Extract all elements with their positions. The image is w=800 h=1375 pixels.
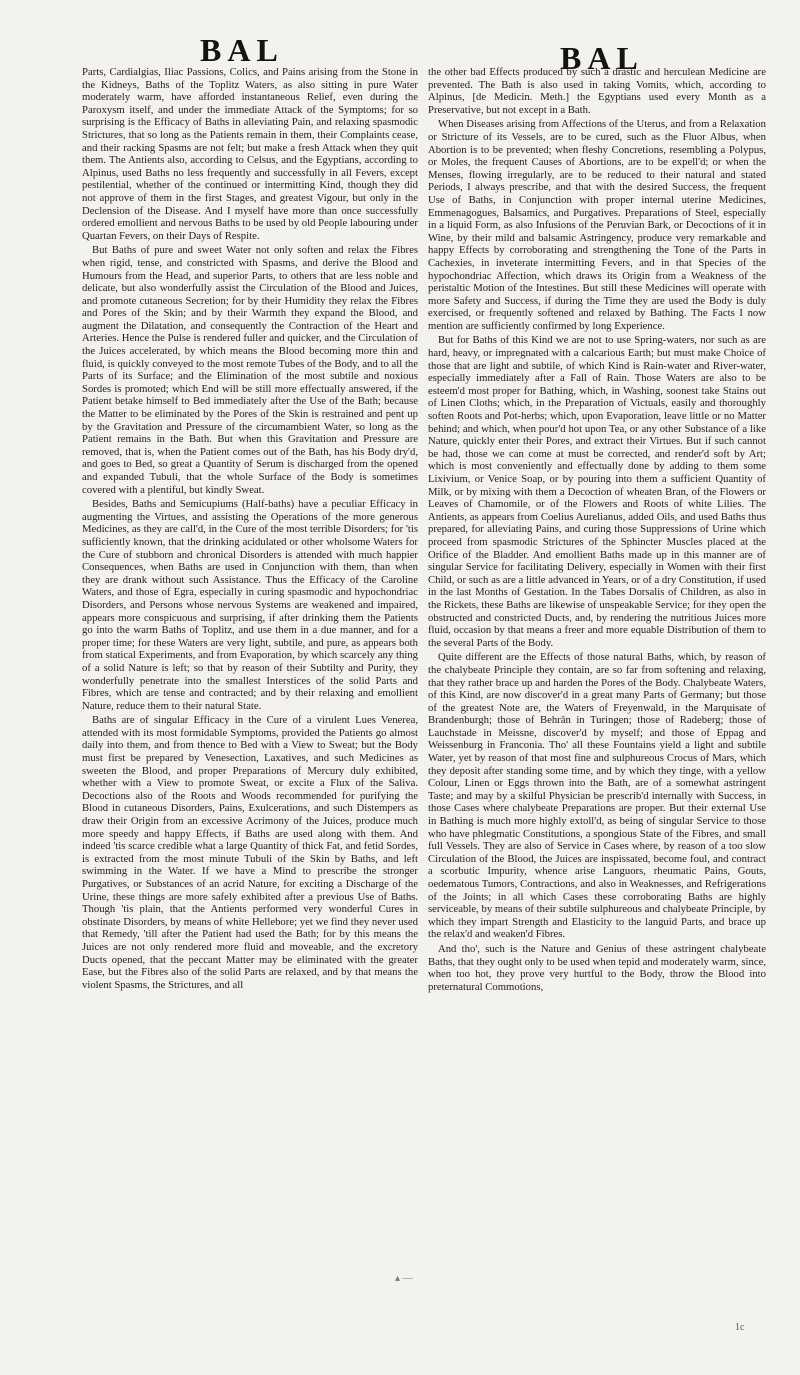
paragraph: When Diseases arising from Affections of the Uterus, and from a Relaxation or Stricture of its Vessels, are to be cured, such as the Fluor Albus, when Abortion is to be prevented; when fleshy Concretions, resembling a Polypus, or Moles, the frequent Causes of Abortions, are to be expell'd; or when the Menses, flowing irregularly, are to be reduced to their natural and stated Periods, I always prescribe, and that with the desired Success, the frequent Use of Baths, in Conjunction with proper internal uterine Medicines, Emmenagogues, Balsamics, and Purgatives. Preparations of Steel, especially in a liquid Form, as also Infusions of the Peruvian Bark, or Decoctions of it in Wine, by their mild and balsamic Astringency, produce very remarkable and happy Effects by corroborating and strengthening the Tone of the Parts in Cachexies, in inveterate intermitting Fevers, and in that Species of the hypochondriac Affection, which draws its Origin from a Weakness of the peristaltic Motion of the Intestines. But still these Medicines will operate with more Safety and Success, if during the Time they are used the Body is duly exercised, or frequently softened and relaxed by Bathing. The Facts I now mention are sufficiently confirmed by long Experience. xyxy=(428,118,766,332)
paragraph: But for Baths of this Kind we are not to use Spring-waters, nor such as are hard, heavy, or impregnated with a calcarious Earth; but must make Choice of those that are light and subtile, of which Kind is Rain-water and River-water, especially immediately after a Fall of Rain. Those Waters are also to be esteem'd most proper for Bathing, which, in Washing, soonest take Stains out of Linen Cloths; which, in the Preparation of Victuals, easily and thoroughly soften Roots and Pot-herbs; which, upon Evaporation, leave little or no Matter behind; and which, when pour'd hot upon Tea, or any other Substance of a like Nature, quickly enter their Pores, and extract their Virtues. But if such cannot be had, those we can come at must be corrected, and render'd soft by Art; which is most conveniently and effectually done by adding to them some Lixivium, or Venice Soap, or by pouring into them a sufficient Quantity of Milk, or by mixing with them a Decoction of wheaten Bran, of the Flowers or Leaves of Chamomile, or of the Flowers and Roots of white Lilies. The Antients, as appears from Coelius Aurelianus, added Oils, and used Baths thus prepared, for alleviating Pains, and curing those Suppressions of Urine which proceed from spasmodic Strictures of the Sphincter Muscles placed at the Orifice of the Bladder. And emollient Baths made up in this manner are of singular Service for facilitating Delivery, especially in Women with their first Child, or such as are a little advanced in Years, or of a dry Constitution, if used in the last Months of Gestation. In the Tabes Dorsalis of Children, as also in the Rickets, these Baths are likewise of unspeakable Service; for they open the obstructed and constricted Ducts, and, by rendering the nutritious Juices more fluid, occasion by that means a freer and more equable Distribution of them to the several Parts of the Body. xyxy=(428,334,766,649)
paragraph: Parts, Cardialgias, Iliac Passions, Colics, and Pains arising from the Stone in the Kidneys, Baths of the Toplitz Waters, as also sitting in pure Water moderately warm, have afforded instantaneous Relief, even during the Paroxysm itself, and under the immediate Attack of the Symptoms; for so surprising is the Efficacy of Baths in alleviating Pain, and relaxing spasmodic Strictures, that so long as the Patients remain in them, their Complaints cease, and their racking Spasms are not felt; but make a fresh Attack when they quit them. The Antients also, according to Celsus, and the Egyptians, according to Alpinus, used Baths no less frequently and successfully in all Fevers, except pestilential, whether of the continued or intermitting Kind, though they did not approve of them in the first Stages, and greatest Vigour, but only in the Declension of the Disease. And I myself have more than once successfully ordered emollient and nervous Baths to be used by old People labouring under Quartan Fevers, on their Days of Respite. xyxy=(82,66,418,242)
left-text-column xyxy=(82,66,418,993)
page-ornament: ▴ — xyxy=(395,1273,413,1284)
paragraph: But Baths of pure and sweet Water not only soften and relax the Fibres when rigid, tense, and constricted with Spasms, and derive the Blood and Humours from the Head, and superior Parts, to others that are less noble and delicate, but also wonderfully assist the Circulation of the Blood and Juices, and promote cutaneous Secretion; for by their Humidity they relax the Fibres and Pores of the Skin; and by their Warmth they expand the Blood, and augment the Dilatation, and consequently the Contraction of the Heart and Arteries. Hence the Pulse is rendered fuller and quicker, and the Circulation of the Juices accelerated, by which means the Blood becoming more thin and fluid, is quickly conveyed to the most remote Tubes of the Body, and to all the Parts of its Surface; and the Elimination of the most subtile and noxious Sordes is promoted; which End will be still more effectually answered, if the Patient betake himself to Bed immediately after the Use of the Bath; because the Matter to be eliminated by the Pores of the Skin is restrained and pent up by the Gravitation and Pressure of the circumambient Water, so long as the Patient remains in the Bath. But when this Gravitation and Pressure are removed, that is, when the Patient comes out of the Bath, has his Body dry'd, and goes to Bed, so great a Quantity of Serum is discharged from the opened and expanded Tubuli, that the whole Surface of the Body is sometimes covered with a plentiful, but kindly Sweat. xyxy=(82,244,418,496)
right-text-column xyxy=(428,66,766,995)
paragraph: Baths are of singular Efficacy in the Cure of a virulent Lues Venerea, attended with its most formidable Symptoms, provided the Patients go almost daily into them, and from thence to Bed with a View to Sweat; but the Body must first be prepared by Venesection, Laxatives, and such Medicines as sweeten the Blood, and proper Preparations of Mercury duly exhibited, whether with a View to promote Sweat, or excite a Flux of the Saliva. Decoctions also of the Roots and Woods recommended for purifying the Blood in cutaneous Disorders, Pains, Exulcerations, and such Distempers as draw their Origin from an excessive Acrimony of the Juices, produce much more speedy and happy Effects, if Baths are used along with them. And indeed 'tis scarce credible what a large Quantity of thick Fat, and fetid Sordes, is extracted from the most minute Tubuli of the Skin by Baths, and left swimming in the Water. If we have a Mind to prescribe the stronger Purgatives, or Substances of an acrid Nature, for exciting a Discharge of the Urine, these things are more safely exhibited after a previous Use of Baths. Though 'tis plain, that the Antients performed very wonderful Cures in obstinate Disorders, by means of white Hellebore; yet we find they never used that Remedy, 'till after the Patient had used the Bath; for by this means the Juices are not only rendered more fluid and moveable, and the excretory Ducts opened, that the peccant Matter may be eliminated with the greater Ease, but the Fibres also of the solid Parts are relaxed, and by that means the violent Spasms, the Strictures, and all xyxy=(82,714,418,991)
paragraph: And tho', such is the Nature and Genius of these astringent chalybeate Baths, that they ought only to be used when tepid and moderately warm, since, when too hot, they prove very hurtful to the Body, throw the Blood into preternatural Commotions, xyxy=(428,942,766,993)
running-head-right: BAL xyxy=(560,40,644,76)
paragraph: Besides, Baths and Semicupiums (Half-baths) have a peculiar Efficacy in augmenting the Virtues, and assisting the Operations of the more generous Medicines, as they are call'd, in the Cure of the most terrible Disorders; for 'tis sufficiently known, that the drinking acidulated or other wholsome Waters for the Cure of stubborn and chronical Disorders is attended with much happier Consequences, when Baths are used in Conjunction with them, than when they are drank without such Assistance. Thus the Efficacy of the Caroline Waters, and those of Egra, especially in curing spasmodic and hypochondriac Disorders, and Persons whose nervous Systems are weakened and impaired, appears more conspicuous and surprising, if after drinking them the Patients go into the warm Baths of Toplitz, and use them in a due manner, and for a proper time; for these Waters are very light, subtile, and pure, as appears both from statical Experiments, and from Evaporation, by which scarcely any thing of a solid Nature is left; so that by reason of their Subtilty and Purity, they wonderfully penetrate into the smallest Interstices of the solid Parts and Fibres, which are tense and contracted; and by their relaxing and emollient Nature, reduce them to their natural State. xyxy=(82,498,418,712)
signature-mark: 1c xyxy=(735,1322,745,1333)
running-head-left: BAL xyxy=(200,32,284,68)
paragraph: Quite different are the Effects of those natural Baths, which, by reason of the chalybeate Principle they contain, are so far from softening and relaxing, that they rather brace up and harden the Pores of the Body. Chalybeate Waters, of this Kind, are now discover'd in a great many Parts of Germany; but those of the greatest Note are, the Waters of Freyenwald, in the Marquisate of Brandenburgh; those of Behrān in Turingen; those of Radeberg; those of Lauchstade in Meissne, discover'd by myself; and those of Eppag and Weissenburg in Franconia. Tho' all these Fountains yield a light and subtile Water, yet by reason of that most fine and sulphureous Crocus of Mars, which they deposit after standing some time, and by which they tinge, with a yellow Colour, Linen or Eggs thrown into the Bath, are of a somewhat astringent Taste; and may by a skilful Physician be prescrib'd internally with Success, in those Cases where chalybeate Preparations are proper. But their external Use in Bathing is much more highly extoll'd, as being of singular Service to those who have phlegmatic Constitutions, a spongious State of the Fibres, and small full Vessels. They are also of Service in Cases where, by reason of a too slow Circulation of the Blood, the Juices are inspissated, become foul, and contract a scorbutic Impurity, whence arise Languors, rheumatic Pains, Gouts, oedematous Tumors, Contractions, and also in Weaknesses, and Refrigerations of the Joints; in all which Cases these corroborating Baths are highly serviceable, by means of their subtile sulphureous and chalybeate Principle, by which they impart Strength and Elasticity to the languid Parts, and brace up the relax'd and weaken'd Fibres. xyxy=(428,651,766,941)
paragraph: the other bad Effects produced by such a drastic and herculean Medicine are prevented. The Bath is also used in taking Vomits, which, according to Alpinus, [de Medicin. Meth.] the Egyptians used every Month as a Preservative, but not except in a Bath. xyxy=(428,66,766,116)
